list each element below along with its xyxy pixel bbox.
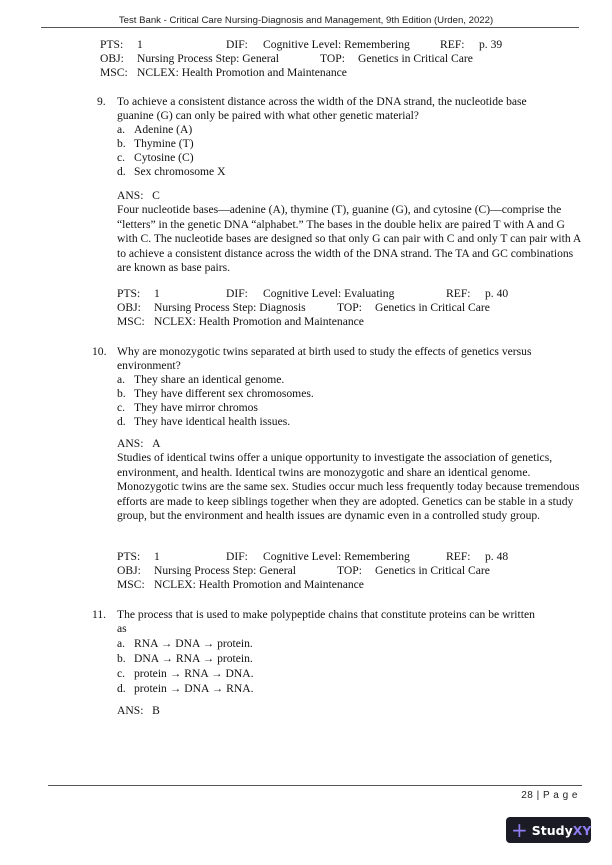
studyxy-logo[interactable] <box>506 817 591 843</box>
question-number: 9. <box>97 95 106 108</box>
meta-row-pts: PTS: 1 DIF: Cognitive Level: Remembering REF: p. 48 <box>117 550 509 563</box>
meta-row-obj: OBJ: Nursing Process Step: General TOP: Genetics in Critical Care <box>100 52 473 65</box>
rationale: Studies of identical twins offer a unique opportunity to investigate the association of genetics, environment, and health. Identical twins are monozygotic and share an identical genome. Monozygotic twins are the same sex. Studies occur much less frequently today because tremendous efforts are made to keep siblings together when they are adopted. Genetics can be stable in a study group, but the environment and health issues are dynamic even in a controlled study group. <box>117 451 580 523</box>
page-number: 28 | P a g e <box>521 790 578 801</box>
logo-text-study: Study <box>531 822 573 838</box>
question-stem-cont: guanine (G) can only be paired with what other genetic material? <box>117 109 419 122</box>
meta-row-pts: PTS: 1 DIF: Cognitive Level: Evaluating REF: p. 40 <box>117 287 509 300</box>
question-number: 11. <box>92 608 107 621</box>
question-number: 10. <box>92 345 107 358</box>
question-stem-cont: as <box>117 622 127 635</box>
answer: ANS: C <box>117 189 160 202</box>
rationale: Four nucleotide bases—adenine (A), thymine (T), guanine (G), and cytosine (C)—comprise the “letters” in the genetic DNA “alphabet.” The bases in the double helix are paired T with A and G with C. The nucleotide bases are designed so that only G can pair with C and only T can pair with A to achieve a consistent distance across the width of the DNA strand. The TA and GC combinations are known as base pairs. <box>117 203 581 275</box>
header-title: Test Bank - Critical Care Nursing-Diagnosis and Management, 9th Edition (Urden, 2022) <box>118 15 494 26</box>
meta-row-pts: PTS: 1 DIF: Cognitive Level: Remembering REF: p. 39 <box>100 38 503 51</box>
footer-divider <box>48 785 582 786</box>
header-divider <box>41 27 579 28</box>
plus-icon: + <box>511 818 528 842</box>
question-stem-cont: environment? <box>117 359 181 372</box>
answer: ANS: A <box>117 437 161 450</box>
question-stem: The process that is used to make polypeptide chains that constitute proteins can be written <box>117 608 535 621</box>
meta-row-msc: MSC: NCLEX: Health Promotion and Maintenance <box>117 578 364 591</box>
question-stem: Why are monozygotic twins separated at birth used to study the effects of genetics versus <box>117 345 532 358</box>
question-stem: To achieve a consistent distance across the width of the DNA strand, the nucleotide base <box>117 95 527 108</box>
logo-text-xy: XY <box>572 822 592 838</box>
meta-row-obj: OBJ: Nursing Process Step: Diagnosis TOP: Genetics in Critical Care <box>117 301 490 314</box>
answer: ANS: B <box>117 704 160 717</box>
meta-row-msc: MSC: NCLEX: Health Promotion and Maintenance <box>117 315 364 328</box>
meta-row-obj: OBJ: Nursing Process Step: General TOP: Genetics in Critical Care <box>117 564 490 577</box>
meta-row-msc: MSC: NCLEX: Health Promotion and Maintenance <box>100 66 347 79</box>
